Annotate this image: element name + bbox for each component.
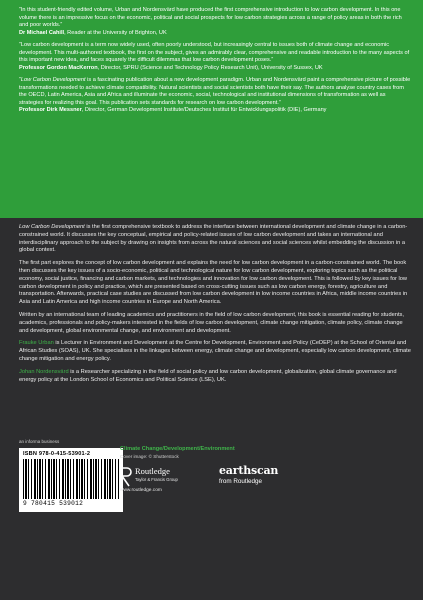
editor-bio-text: is Lecturer in Environment and Development at the Centre for Development, Environment and Policy (CeDEP) at the School of Oriental and African Studies (SOAS), UK. She specialises in the linkages between energy, climate change and development, especially low carbon development, climate change mitigation and energy policy. [19, 340, 411, 362]
endorsement-quote [19, 77, 411, 107]
isbn: ISBN 978-0-415-53901-2 [23, 451, 91, 457]
cover-credit: Cover image: © Shutterstock [120, 454, 179, 459]
book-title-italic: Low Carbon Development [20, 77, 86, 83]
endorser-role: , Director, German Development Institute/Deutsches Institut für Entwicklungspolitik (DIE), Germany [81, 107, 327, 113]
barcode [19, 448, 123, 512]
barcode-number: 9 780415 539012 [23, 500, 84, 507]
contents-paragraph: The first part explores the concept of low carbon development and explains the need for low carbon development in a carbon-constrained world. The book then discusses the key issues of a socio-economic, political and technological nature for low carbon development, exploring topics such as the political economy, social justice, financing and carbon markets, and technologies and innovation for low carbon development. This is followed by key issues for low carbon development in policy and practice, which are presented based on cross-cutting issues such as low carbon energy, forestry, agriculture and transportation. Afterwards, practical case studies are discussed from low carbon development in low income countries in Africa, middle income countries in Asia and Latin America and high income countries in Europe and North America. [19, 260, 408, 306]
endorsement-2 [19, 42, 411, 72]
endorsements-panel [0, 0, 423, 218]
intro-paragraph [19, 224, 411, 255]
endorser-role: , Director, SPRU (Science and Technology Policy Research Unit), University of Sussex, UK [97, 64, 323, 71]
editor-bio [19, 369, 411, 385]
intro-text: is the first comprehensive textbook to address the interface between international development and climate change in a carbon-constrained world. It discusses the key conceptual, empirical and policy-related issues of low carbon development and takes an international and interdisciplinary approach to the subject by drawing on insights from across the natural sciences and social sciences whilst embedding the discussion in a global context. [19, 224, 408, 254]
editor-bio-text: is a Researcher specializing in the field of social policy and low carbon development, globalization, global climate governance and energy policy at the London School of Economics and Political Science (LSE), UK. [19, 368, 397, 383]
informa-tagline: an informa business [19, 439, 60, 444]
endorsement-attribution [19, 107, 411, 115]
routledge-logo [120, 465, 200, 497]
barcode-bars [23, 459, 119, 499]
quote-open-mark: “ [19, 77, 21, 83]
subject-category: Climate Change/Development/Environment [120, 446, 235, 452]
endorsement-attribution [19, 65, 411, 73]
endorsement-quote: “Low carbon development is a term now widely used, often poorly understood, but increasingly central to issues both of climate change and economic development. This multi-authored textbook, the first on the subject, gives an admirably clear, comprehensive and readable introduction to the many aspects of this important new idea, and faces squarely the difficult dilemmas that low carbon development poses.” [19, 42, 410, 63]
endorsement-1 [19, 7, 411, 37]
editor-bio [19, 340, 411, 363]
endorsement-quote: “In this student-friendly edited volume, Urban and Nordensvärd have produced the first comprehensive introduction to low carbon development. In this one volume there is an impressive focus on the economic, political and social prospects for low carbon strategies across a range of policy areas in both the rich and poor worlds.” [19, 7, 402, 28]
footer [19, 439, 411, 589]
endorser-role: , Reader at the University of Brighton, UK [64, 29, 167, 36]
endorser-name: Professor Dirk Messner [19, 107, 82, 113]
imprint-name: earthscan [219, 464, 279, 477]
publisher-name: Routledge [135, 466, 170, 476]
endorsement-3 [19, 77, 411, 115]
publisher-url: www.routledge.com [120, 488, 162, 493]
publisher-group: Taylor & Francis Group [135, 477, 178, 482]
endorser-name: Professor Gordon MacKerron [19, 64, 98, 71]
endorser-name: Dr Michael Cahill [19, 29, 65, 36]
imprint-from: from Routledge [219, 478, 263, 485]
book-title-italic: Low Carbon Development [19, 224, 85, 230]
editor-name: Johan Nordensvärd [19, 368, 69, 375]
earthscan-logo [219, 464, 309, 498]
quote-text: is a fascinating publication about a new development paradigm. Urban and Nordensvärd paint a comprehensive picture of possible transformations needed to achieve climate compatibility. Natural scientists and social scientists both have their say. The authors analyse country cases from the OECD, Latin America, Asia and Africa and illuminate the economic, social, technological and institutional dimensions of transformation as well as strategies for realizing this goal. This publication sets standards for research on low carbon development.” [19, 77, 411, 106]
endorsement-attribution [19, 30, 411, 38]
editor-name: Frauke Urban [19, 340, 54, 347]
audience-paragraph: Written by an international team of leading academics and practitioners in the field of low carbon development, this book is essential reading for students, academics, professionals and policy-makers interested in the fields of low carbon development, climate change mitigation, climate policy, climate change and development, global environmental change, and environment and development. [19, 311, 404, 334]
routledge-mark-icon [120, 467, 132, 487]
